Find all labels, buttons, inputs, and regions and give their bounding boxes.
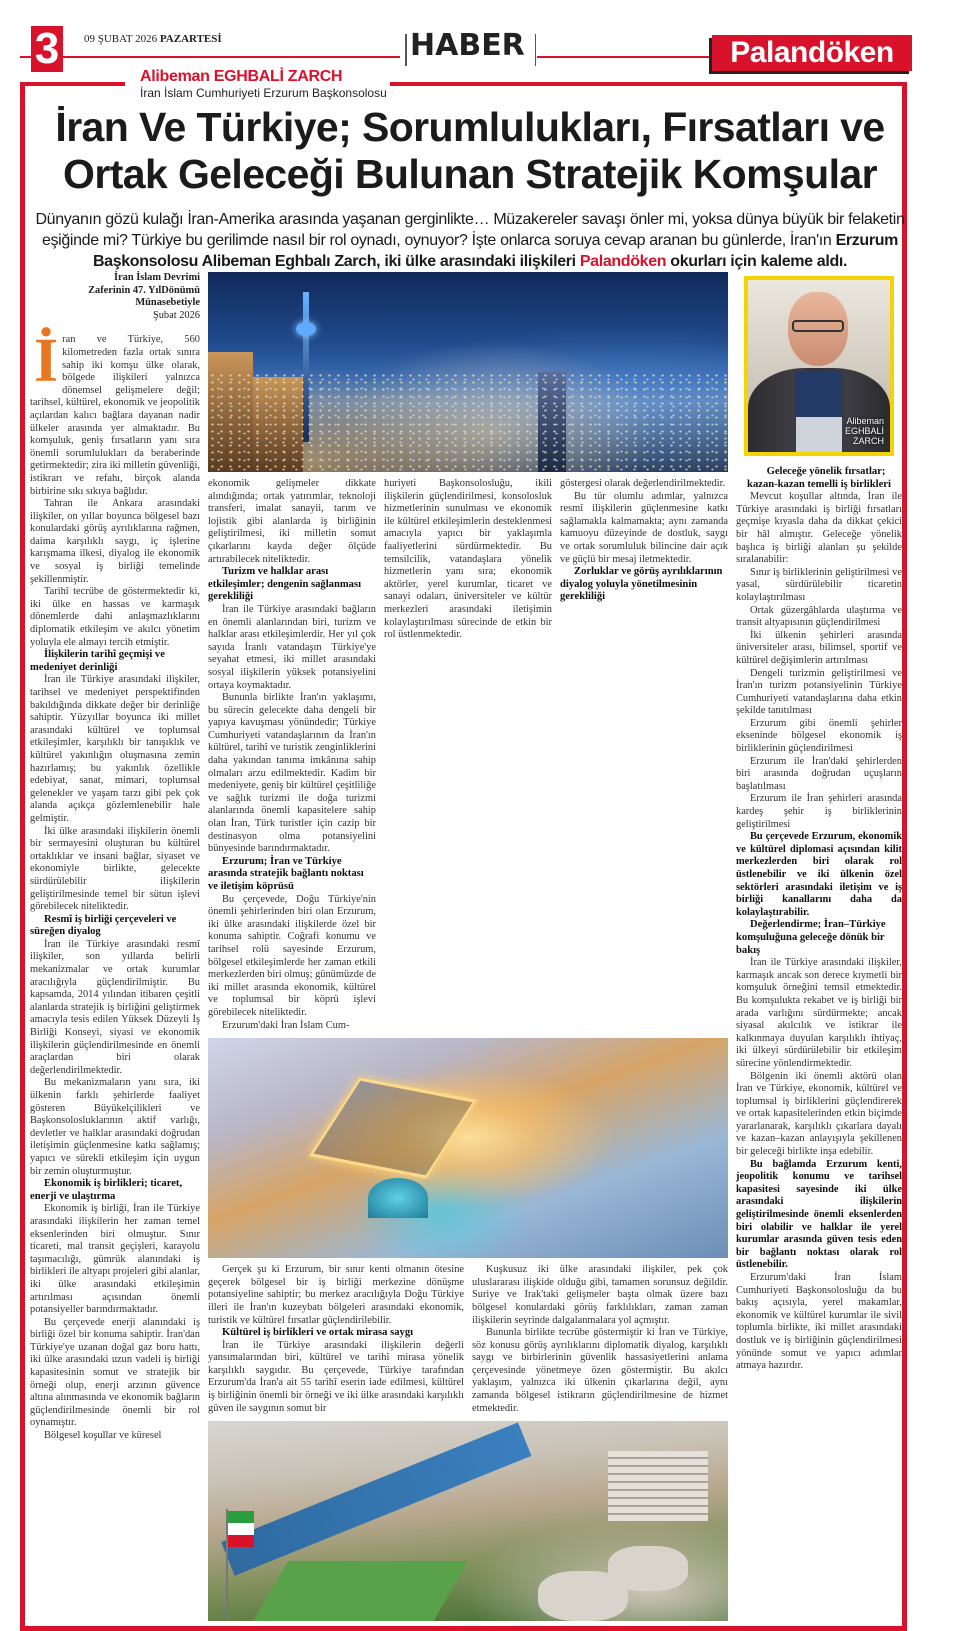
paragraph: Sınır iş birliklerinin geliştirilmesi ve yasal, sürdürülebilir ticaretin kolaylaştırılması — [736, 566, 902, 603]
paragraph: Bununla birlikte tecrübe göstermiştir ki İran ve Türkiye, söz konusu görüş ayrılıklarını diplomatik diyalog, karşılıklı saygı ve birbirlerinin güvenlik hassasiyetlerini anlama çerçevesinde yönetmeye özen göstermiştir. Bu akılcı yaklaşım, yalnızca iki ülkenin çıkarlarına değil, aynı zamanda bölgesel istikrarın güçlendirilmesine de hizmet etmektedir. — [472, 1327, 728, 1414]
paragraph: İki ülke arasındaki ilişkilerin önemli bir sermayesini oluşturan bu kültürel ortaklıklar ve insani bağlar, siyaset ve ekonomiyle birlikte, gelecekte sürdürülebilir ilişkilerin geliştirilmesinde temel bir sütun işlevi görebilecek niteliktedir. — [30, 825, 200, 913]
subheading: Resmî iş birliği çerçeveleri ve süreğen diyalog — [30, 913, 177, 938]
subheading: Turizm ve halklar arası etkileşimler; dengenin sağlanması gerekliliği — [208, 566, 362, 603]
author-portrait-photo — [744, 276, 894, 456]
lead-closing: için kaleme aldı. — [730, 253, 848, 270]
paragraph: İran ile Türkiye arasındaki resmî ilişkiler, son yıllarda belirli mekanizmalar ve ortak kurumlar aracılığıyla güçlendirilmiştir. Bu kapsamda, 2014 yılından itibaren çeşitli alanlarda stratejik iş birliğini geliştirmek amacıyla tesis edilen Yüksek Düzeyli İş Birliği Konseyi, siyasi ve ekonomik ilişkilerin güçlendirilmesinde en önemli araçlardan biri olarak değerlendirilmektedir. — [30, 938, 200, 1076]
column-3-lower — [208, 1264, 464, 1415]
column-5 — [736, 466, 902, 1373]
column-2 — [208, 478, 376, 1032]
column-3 — [384, 478, 552, 642]
paragraph: İran ile Türkiye arasındaki bağların en önemli alanlarından biri, turizm ve halklar arası etkileşimlerdir. Her yıl çok sayıda İranlı vatandaşın Türkiye'ye seyahat etmesi, iki millet arasındaki sosyal ilişkilerin yüksek potansiyelini ortaya koymaktadır. — [208, 603, 376, 691]
bold-paragraph: Bu bağlamda Erzurum kenti, jeopolitik konumu ve tarihsel kapasitesi sayesinde iki ülke arasındaki ilişkilerin geliştirilmesinde önemli eksenlerden biri olabilir ve halklar ile yerel kurumlar arasında güven tesis eden bir bağlantı noktası olarak rol üstlenebilir. — [736, 1158, 902, 1271]
headline-line-1: İran Ve Türkiye; Sorumlulukları, Fırsatları ve — [55, 104, 885, 150]
paragraph: Bölgenin iki önemli aktörü olan İran ve Türkiye, ekonomik, kültürel ve toplumsal iş birliklerini güçlendirerek ve ortak kapasitelerinden etkin biçimde yararlanarak, karşılıklı çıkarlara dayalı ve kazan–kazan anlayışıyla şekillenen bir geleceği birlikte inşa edebilir. — [736, 1070, 902, 1158]
dedication-line-2: Zaferinin 47. YılDönümü — [88, 284, 200, 296]
lead-text: Dünyanın gözü kulağı İran-Amerika arasında yaşanan gerginlikte… Müzakereler savaşı önler mi, yoksa dünya büyük bir felaketin eşiğinde mi? Türkiye bu gerilimde nasıl bir rol oynadı, oynuyor? İşte onlarca soruya cevap aranan bu günlerde, İran'ın — [35, 211, 905, 249]
column-4-lower — [472, 1264, 728, 1415]
masthead-rule-right — [537, 56, 712, 58]
mosque-dome-shape — [368, 1178, 428, 1218]
paragraph: Bölgesel koşullar ve küresel — [44, 1430, 162, 1442]
portrait-caption — [845, 416, 884, 446]
paragraph: Bu çerçevede enerji alanındaki iş birliği özel bir konuma sahiptir. İran'dan Türkiye'ye uzanan doğal gaz boru hattı, iki ülke arasındaki uzun vadeli iş birliği kapasitesinin somut ve stratejik bir örneği olup, enerji arzının güvence altına alınmasında ve ekonomik bağların güçlendirilmesinde önemli bir rol oynamıştır. — [30, 1316, 200, 1429]
paragraph: Erzurum gibi önemli şehirler ekseninde bölgesel ekonomik iş birliklerinin güçlendirilmesi — [736, 717, 902, 755]
headline-line-2: Ortak Geleceği Bulunan Stratejik Komşular — [63, 151, 877, 197]
portrait-caption-line-3: ZARCH — [853, 436, 884, 446]
subheading: Zorluklar ve görüş ayrılıklarının diyalog yoluyla yönetilmesinin gerekliliği — [560, 566, 723, 603]
issue-date — [84, 33, 222, 45]
column-1 — [30, 327, 200, 1442]
paragraph: Dengeli turizmin geliştirilmesi ve İran'ın turizm potansiyelinin Türkiye Cumhuriyeti vatandaşlarına daha etkin şekilde tanıtılması — [736, 667, 902, 717]
photo-tehran-day-park — [208, 1421, 728, 1621]
issue-weekday: PAZARTESİ — [159, 33, 222, 45]
photo-isfahan-square-night — [208, 1038, 728, 1258]
issue-date-day: 09 ŞUBAT 2026 — [84, 33, 158, 45]
hotel-building-shape — [608, 1451, 708, 1521]
paragraph: huriyeti Başkonsolosluğu, ikili ilişkilerin güçlendirilmesi, konsolosluk hizmetlerinin sunulması ve ekonomik ile kültürel etkileşimlerin desteklenmesi amacıyla yapıcı bir yaklaşımla faaliyetlerini sürdürmektedir. Bu temsilcilik, vatandaşlara yönelik hizmetlerin yanı sıra; ekonomik aktörler, yerel kurumlar, ticaret ve sanayi odaları, üniversiteler ve kültür merkezleri arasındaki iletişimin kolaylaştırılması sürecinde de etkin bir rol üstlenmektedir. — [384, 478, 552, 641]
dedication-line-1: İran İslam Devrimi — [113, 272, 200, 283]
newspaper-logo[interactable]: Palandöken — [712, 35, 912, 71]
rock-shape — [608, 1546, 688, 1591]
section-title: HABER — [410, 28, 525, 63]
dedication — [30, 272, 200, 322]
headline — [30, 104, 910, 198]
author-role: İran İslam Cumhuriyeti Erzurum Başkonsolosu — [140, 86, 387, 100]
section-divider-left — [405, 34, 407, 66]
subheading: Ekonomik iş birlikleri; ticaret, enerji ve ulaştırma — [30, 1178, 183, 1202]
middle-text-row — [208, 478, 728, 1032]
dropcap: İ — [34, 327, 59, 396]
section-divider-right — [535, 34, 536, 66]
paragraph: İki ülkenin şehirleri arasında üniversiteler arası, bilimsel, sportif ve kültürel değişimlerin artırılması — [736, 629, 902, 666]
milad-tower-head — [296, 322, 316, 336]
bold-paragraph: Bu çerçevede Erzurum, ekonomik ve kültürel diplomasi açısından kilit merkezlerden biri olarak rol üstlenebilir ve iki ülkenin özel sektörleri arasındaki iletişim ve iş birliği kanallarını daha da kolaylaştırabilir. — [736, 831, 902, 918]
paragraph: Ekonomik iş birliği, İran ile Türkiye arasındaki ilişkilerin her zaman temel eksenlerinden biri olmuştur. Sınır ticareti, mal transit geçişleri, karayolu taşımacılığı, gümrük alanındaki iş birlikleri ile altyapı projeleri gibi alanlar, iki ülke arasındaki etkileşimin artırılması açısından önemli potansiyeller barındırmaktadır. — [30, 1203, 200, 1316]
portrait-sweater — [796, 372, 842, 456]
lead-paragraph — [30, 209, 910, 272]
paragraph: Erzurum'daki İran İslam Cumhuriyeti Başkonsolosluğu da bu bakış açısıyla, yerel makamlar, ekonomik ve kültürel kurumlar ile sivil toplumla birlikte, iki millet arasındaki dostluk ve iş birliğinin güçlendirilmesi yönünde somut ve yapıcı adımlar atmaya hazırdır. — [736, 1272, 902, 1372]
paragraph: Erzurum'daki İran İslam Cum- — [222, 1019, 350, 1031]
column-1-stack — [30, 272, 200, 1443]
photo-tehran-night-skyline — [208, 272, 728, 472]
portrait-glasses — [792, 320, 844, 332]
column-4 — [560, 478, 728, 604]
paragraph: İran ile Türkiye arasındaki ilişkiler, tarihsel ve medeniyet perspektifinden bakıldığında dikkate değer bir derinliğe sahiptir. Yüzyıllar boyunca iki millet arasındaki kültürel ve toplumsal etkileşimler, karşılıklı bir tanışıklık ve kültürel yakınlığın oluşmasına zemin hazırlamış; bu yakınlık özellikle edebiyat, sanat, mimari, toplumsal gelenekler ve yaşam tarzı gibi pek çok alanda açıkça gözlemlenebilir hale gelmiştir. — [30, 674, 200, 824]
paragraph: Mevcut koşullar altında, İran ile Türkiye arasındaki iş birliği fırsatları geçmişe kıyasla daha da dikkat çekici bir hâl almıştır. Geleceğe yönelik başlıca iş birliği alanları şu şekilde sıralanabilir: — [736, 491, 902, 566]
masthead-rule-left — [20, 56, 400, 58]
grass-shape — [248, 1561, 468, 1621]
subheading: İlişkilerin tarihî geçmişi ve medeniyet derinliği — [30, 649, 165, 673]
paragraph: göstergesi olarak değerlendirilmektedir. — [560, 478, 726, 489]
paragraph: Erzurum ile İran'daki şehirlerden biri arasında doğrudan uçuşların başlatılması — [736, 755, 902, 792]
column-5-stack — [736, 272, 902, 1373]
subheading: Kültürel iş birlikleri ve ortak mirasa saygı — [222, 1327, 414, 1339]
portrait-caption-line-2: EGHBALİ — [844, 426, 884, 436]
page-number: 3 — [31, 26, 63, 72]
lead-readers: okurları — [670, 253, 727, 270]
subheading: Erzurum; İran ve Türkiye arasında stratejik bağlantı noktası ve iletişim köprüsü — [208, 855, 364, 892]
paragraph: Bununla birlikte İran'ın yaklaşımı, bu sürecin gelecekte daha dengeli bir yapıya kavuşması yönündedir; Türkiye Cumhuriyeti vatandaşlarının da İran'ın kültürel, tarihî ve turistik zenginliklerini daha yakından tanıma imkânına sahip olmaları arzu edilmektedir. Kadim bir medeniyete, geniş bir kültürel çeşitliliğe ve sağlık turizmi ile doğa turizmi alanlarında önemli kapasitelere sahip olan İran, Türk turistler için cazip bir destinasyon olma potansiyelini bünyesinde barındırmaktadır. — [208, 692, 376, 855]
middle-stack — [208, 272, 728, 1621]
paragraph: Kuşkusuz iki ülke arasındaki ilişkiler, pek çok uluslararası ilişkide olduğu gibi, tamamen sorunsuz değildir. Suriye ve Irak'taki gelişmeler başta olmak üzere bazı bölgesel konulardaki görüş farklılıkları, zaman zaman ilişkilerin seyrinde dalgalanmalara yol açmıştır. — [472, 1264, 728, 1326]
city-lights — [208, 372, 728, 472]
paragraph: Gerçek şu ki Erzurum, bir sınır kenti olmanın ötesine geçerek bölgesel bir iş birliği merkezine dönüşme potansiyeline sahiptir; bu merkez aracılığıyla Doğu Türkiye illeri ile İran'ın kuzeybatı bölgeleri arasındaki ekonomik, turistik ve kültürel fırsatlar güçlendirilebilir. — [208, 1264, 464, 1326]
paragraph: Bu mekanizmaların yanı sıra, iki ülkenin farklı şehirlerde faaliyet gösteren Büyükelçilikleri ve Başkonsolosluklarının aktif varlığı, devletler ve halklar arasındaki doğrudan iletişimin güçlenmesine katkı sağlamış; yapıcı ve sürekli etkileşim için uygun bir zemin oluşturmuştur. — [30, 1077, 200, 1177]
middle-lower-text-row — [208, 1264, 728, 1415]
dedication-line-3: Münasebetiyle — [135, 297, 200, 309]
paragraph: ran ve Türkiye, 560 kilometreden fazla ortak sınıra sahip iki komşu ülke olarak, bölgede ilişkileri yalnızca dönemsel gelişmelere değil; tarihsel, kültürel, ekonomik ve jeopolitik açılardan kalıcı bağlara dayanan nadir ülkeler arasında yer almaktadır. Bu komşuluk, geniş fırsatların yanı sıra önemli sorumlulukları da beraberinde getirmektedir; zira iki milletin güvenliği, istikrarı ve refahı, birçok alanda birbirine sıkı sıkıya bağlıdır. — [30, 334, 200, 497]
highway-shape — [221, 1423, 531, 1576]
subheading: Değerlendirme; İran–Türkiye komşuluğuna geleceğe dönük bir bakış — [736, 919, 886, 956]
paragraph: Bu çerçevede, Doğu Türkiye'nin önemli şehirlerinden biri olan Erzurum, iki ülke arasındaki ilişkilerde özel bir konuma sahiptir. Coğrafi konumu ve tarihsel rolü sayesinde Erzurum, bölgesel etkileşimlerde her zaman etkili merkezlerden biri olmuş; günümüzde de iki millet arasında ekonomik, kültürel ve toplumsal bir köprü işlevi görebilecek niteliktedir. — [208, 893, 376, 1018]
portrait-caption-line-1: Alibeman — [846, 416, 884, 426]
paragraph: ekonomik gelişmeler dikkate alındığında; ortak yatırımlar, teknoloji transferi, imalat sanayii, tarım ve lojistik gibi alanlarda iş birliğinin geliştirilmesi, iki milletin somut çıkarlarını kayda değer ölçüde artırabilecek niteliktedir. — [208, 478, 376, 565]
naqsh-e-jahan-square-shape — [309, 1077, 477, 1178]
subheading: Geleceğe yönelik fırsatlar; kazan-kazan temelli iş birlikleri — [747, 466, 891, 490]
dedication-date: Şubat 2026 — [152, 309, 200, 321]
paragraph: Ortak güzergâhlarda ulaştırma ve transit altyapısının güçlendirilmesi — [736, 604, 902, 629]
iran-flag-icon — [228, 1511, 254, 1547]
paragraph: Tarihî tecrübe de göstermektedir ki, iki ülke en hassas ve karmaşık dönemlerde dahi anlaşmazlıklarını diplomatik etkileşim ve akılcı yönetim yoluyla ele almayı tercih etmiştir. — [30, 586, 200, 648]
paragraph: Bu tür olumlu adımlar, yalnızca resmî ilişkilerin güçlenmesine katkı sağlamakla kalmamakta; aynı zamanda kamuoyu düzeyinde de dostluk, saygı ve ortak sorumluluk bilincine dair açık ve güçlü bir mesaj iletmektedir. — [560, 490, 728, 565]
lead-author-mention: Erzurum Başkonsolosu Alibeman Eghbalı Zarch, iki ülke arasındaki ilişkileri — [92, 232, 899, 270]
lead-brand-mention: Palandöken — [579, 253, 667, 270]
paragraph: Tahran ile Ankara arasındaki ilişkiler, on yıllar boyunca bölgesel bazı konulardaki görüş ayrılıklarına rağmen, daima karşılıklı saygı, iç işlerine karışmama ilkesi, diyalog ile ekonomik ve sosyal iş birliği temelinde şekillenmiştir. — [30, 498, 200, 585]
article-body — [30, 272, 902, 1621]
paragraph: İran ile Türkiye arasındaki ilişkiler, karmaşık ancak son derece kıymetli bir komşuluk örneğini temsil etmektedir. Bu komşulukta rekabet ve iş birliği bir arada varlığını sürdürmekte; ancak siyasal akılcılık ve istikrar ile kalkınmaya duyulan karşılıklı ihtiyaç, iki ülkeyi sürdürülebilir bir etkileşim sürecine yönlendirmektedir. — [736, 957, 902, 1069]
paragraph: Erzurum ile İran şehirleri arasında kardeş şehir iş birliklerinin geliştirilmesi — [736, 793, 902, 830]
author-name: Alibeman EGHBALİ ZARCH — [140, 68, 343, 85]
paragraph: İran ile Türkiye arasındaki ilişkilerin değerli yansımalarından biri, kültürel ve tarihî mirasa yönelik karşılıklı saygıdır. Bu çerçevede, Türkiye tarafından Erzurum'da İran'a ait 55 tarihî eserin iade edilmesi, kültürel iş birliğinin önemli bir örneği ve iki ülke arasındaki karşılıklı güven ile saygının somut bir — [208, 1339, 464, 1414]
